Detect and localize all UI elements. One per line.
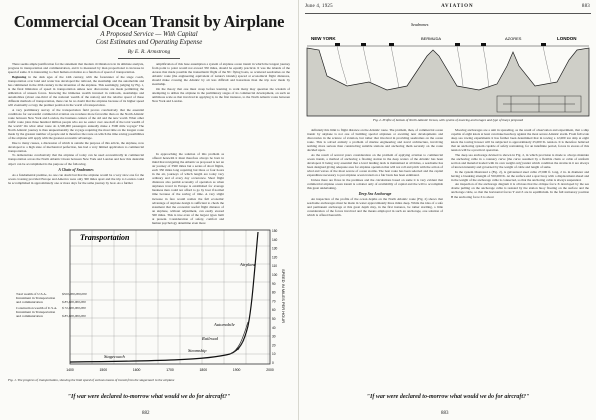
left-column-2-top bbox=[152, 62, 290, 152]
y-tick-label: 140 bbox=[272, 237, 278, 242]
x-tick-labels bbox=[66, 368, 274, 372]
table-row: Construction wealth of U.S.A. $ 72,000,000,000 bbox=[16, 306, 86, 311]
y-tick-label: 100 bbox=[272, 273, 278, 277]
paragraph-text: in the dark ages of the 14th century, with the forerunner of the stage coach, transportation over land and water has developed the railroad, the steamship and the automobile and has culminated in the 20th century in the invention of the airplane. This seemingly, judging by Fig. 1, is the final limitation of speed in transportation unless new discoveries are made permitting the utilization of unseen forces. Knowing the immense wealth invested in railroads, steamships and automobiles (about one-third of the national wealth of the nation) and the relative speed of these different methods of transportation, there can be no doubt that the airplane because of its higher speed will eventually occupy the premier position in the world of transportation. bbox=[8, 74, 144, 108]
x-tick-label: 1500 bbox=[99, 368, 108, 372]
paragraph: A very preliminary survey of the transportation field proves conclusively that the essential conditions for successful commercial aviation are nowhere more favorable than on the North Atlantic route between New York and London, the business centers of the old and the new world. What other traffic route joins three hundred million people who are no easier over one-half of the total wealth of the world? On what other route do 2,500,000 passengers annually make a 3500 mile voyage? The North Atlantic journey is thus unquestionably the voyage requiring the most time on the longest route made by the greatest number of people and is therefore the route on which the time saving possibilities of the airplane will apply with the greatest economic advantage. bbox=[8, 107, 144, 141]
paragraph: Mooring anchorages are a unit in spreading, as the result of observation and experiment, that a ship capable of eight knots at least can make headway against the most severe Atlantic storm. From full scale deep sea towing experiments it has further been determined that in towing a 12,000 ton ship at eight knots the towing hawser will be subjected to approximately 25,000 lb. tension. It is therefore believed that an anchoring system capable of safely restraining, for an indefinite period, forces in excess of this tension will be a practical operation. bbox=[451, 128, 589, 153]
label-steamship: Steamship bbox=[188, 348, 207, 353]
subtitle-line-2: Cost Estimates and Operating Expense bbox=[95, 39, 203, 46]
paragraph bbox=[8, 75, 144, 107]
table-row: Investment in Transportation bbox=[16, 310, 56, 315]
map-label-seadromes: Seadromes bbox=[411, 22, 429, 27]
map-label-azores: AZORES bbox=[505, 36, 522, 41]
masthead-title: AVIATION bbox=[441, 4, 474, 9]
figure-2-caption: Fig. 2. Profile of bottom of North Atlantic Ocean, with system of mooring anchorages and type of buoys proposed bbox=[373, 118, 523, 122]
map-label-bermuda: BERMUDA bbox=[421, 36, 442, 41]
byline: By E. R. Armstrong bbox=[127, 49, 171, 55]
label-railroad: Railroad bbox=[202, 336, 218, 341]
paragraph: An inspection of the anchorage diagram it is obvious that the oblique force X developed by the sea drome pulling on the anchorage cable is resisted by the station buoy floating on the surface and the anchorage cable, so that the horizontal forces Y and Z are in equilibrium. In the full stationary position B the anchoring force Z is about bbox=[451, 182, 589, 199]
x-tick-label: 1700 bbox=[166, 368, 174, 372]
y-tick-label: 120 bbox=[272, 255, 278, 260]
paragraph: As a fundamental premise, no one can doubt but that the airplane would be a very slow one for the ocean crossing provided Europe and America were only 300 miles apart and the trip to London could be accomplished in approximately one or more days for the same journey by boat. As a further bbox=[8, 172, 144, 185]
label-stagecoach: Stagecoach bbox=[104, 354, 125, 359]
right-column-2 bbox=[451, 128, 589, 390]
y-axis-label: SPEED IN MILES PER HOUR bbox=[281, 268, 286, 324]
footer-slogan: "If war were declared to-morrow what would we do for aircraft?" bbox=[366, 394, 530, 400]
map-label-new-york: NEW YORK bbox=[311, 36, 336, 41]
y-tick-label: 60 bbox=[272, 308, 276, 313]
y-tick-label: 110 bbox=[272, 264, 278, 269]
y-tick-labels bbox=[272, 229, 278, 365]
table-row: and communication $ 85,000,000,000 bbox=[16, 300, 86, 305]
wealth-table bbox=[16, 292, 136, 319]
chart-title-transport: Transportation bbox=[80, 233, 130, 242]
paragraph: As the result of several years consideration on the problem of applying aviation to commercial ocean transit, a method of anchoring a floating station in the deep waters of the Atlantic has been developed. It being very essential that a level landing deck is maintained at all times, a seadrome has been designed giving adequate area for airplane operation that will not roll and pitch with the action of wind and waves of the most severe of ocean storms. The best route has been selected and the capital expenditure necessary to put airplane ocean transit on a fair basis has been estimated. bbox=[307, 152, 443, 178]
paragraph: In approaching the solution of this problem as offered herewith it must therefore always be born in mind that navigating the Atlantic as proposed is not an air journey of 3500 miles but a series of short flights, each 350 miles long requiring but three or four hours in the air, journeys of which length are today very ordinary and of every day occurrence. Short flight distances also permit economy of operation as when airplanes travel in Europe is established for average business men could not afford to go by boat if normal time because of the saving of time. A very slight increase in fare would realize the full economic advantage of airplane design is sufficient to check the statement that the economic useful flight distance of an airplane, without adjustment, can easily exceed 500 miles. This is true even of the largest types built at present. Consideration of safety, comfort and human psychology determine even more bbox=[152, 152, 224, 225]
paragraph: There seems ample justification for the statement that modern civilization is in its ultimate analysis, progress in transportation and communication, and it is measured by man proportional to increase in speed of same. It is interesting to chart human evolution as a function of speed of transportation. bbox=[8, 62, 144, 75]
map-label-london: LONDON bbox=[557, 36, 577, 41]
y-tick-label: 30 bbox=[272, 334, 276, 339]
label-automobile: Automobile bbox=[214, 322, 235, 327]
ocean-profile-figure bbox=[307, 16, 589, 116]
y-tick-label: 40 bbox=[272, 325, 276, 330]
x-tick-label: 1800 bbox=[199, 368, 208, 372]
paragraph: Due to many causes, a discussion of which is outside the purpose of this article, the airplane, now developed to a high state of mechanical perfection, has had a very limited application to commercial transportation. bbox=[8, 140, 144, 153]
y-tick-label: 80 bbox=[272, 290, 276, 295]
y-tick-label: 130 bbox=[272, 246, 278, 251]
figure-1-caption: Fig. 1. The progress of transportation, showing the limit speed of various means of transit from the stagecoach to the airplane bbox=[8, 378, 175, 382]
paragraph: Unless there are flaws in the premises and the calculations based on same it is very evident that commercial airplane ocean transit is a matter only of availability of capital and the will to accomplish this great undertaking. bbox=[307, 177, 443, 190]
left-column-2-wrap bbox=[152, 152, 224, 225]
title-rule bbox=[118, 58, 180, 59]
lead-word: Beginning bbox=[12, 74, 27, 79]
y-tick-label: 150 bbox=[272, 229, 278, 233]
ocean-profile-svg bbox=[307, 16, 589, 116]
x-tick-label: 1900 bbox=[232, 368, 241, 372]
masthead-page: 883 bbox=[581, 4, 590, 9]
x-tick-label: 1600 bbox=[132, 368, 141, 372]
y-tick-label: 70 bbox=[272, 299, 276, 304]
masthead-rule bbox=[305, 13, 591, 14]
paragraph: To demonstrate conclusively that the airplane of today can be used economically in commercial transportation across the North Atlantic Ocean between New York and London and how this desirable object can be accomplished is the purpose of the following. bbox=[8, 153, 144, 166]
section-subhead: A Chain of Seadromes bbox=[58, 167, 94, 172]
paragraph: The deep sea anchorage devised is shown in Fig. 2, in which provision is made to always maintain the anchoring cable in a catenary curve (the curve assumed by a flexible chain or cable of uniform section and material loaded with its own weight only) under which condition the strains in it are always of known intensity and governed by the weight of cable and length of same. bbox=[451, 152, 589, 170]
paragraph: An inspection of the profile of the ocean depths on the North Atlantic route (Fig. 2) shows that seadrome anchorages must be made in water approximately three miles deep. While the idea of a safe and permanent anchorage at this great depth may, in the first instance, be rather startling, a little consideration of the forces involved and the means employed in such an anchorage, one solution of which is offered herewith. bbox=[307, 196, 443, 218]
paragraph: On the theory that one must creep before learning to walk many may question the wisdom of attempting to utilize the airplane in the preliminary stages of its commercial development, on such an ambitious scale as that involved in applying it, in the first instance, to the North Atlantic route between New York and London. bbox=[152, 86, 290, 104]
article-subtitle bbox=[0, 31, 298, 47]
paragraph: In the system illustrated a (Fig. 2), is galvanized steel cable 27,600 ft. long, 2 in. in diameter and having a breaking strength of 550,000 lb. At the surface end a spar buoy with a displacement ahead and in the weight of the anchorage cable is connected, so that the anchoring cable is always suspended. bbox=[451, 169, 589, 182]
table-row: Total wealth of U.S.A. $320,000,000,000 bbox=[16, 292, 87, 296]
footer-slogan: "If war were declared to-morrow what would we do for aircraft?" bbox=[67, 394, 231, 400]
subtitle-line-1: A Proposed Service — With Capital bbox=[100, 31, 198, 38]
article-title: Commercial Ocean Transit by Airplane bbox=[13, 12, 285, 31]
paragraph: definitely this limit to flight distance on the Atlantic route. The problem, then, of commercial ocean transit by airplane is not one of building special airplanes or awaiting new developments and discoveries in the science of aviation, but rather that involved in providing seadromes on the ocean route. This is solved entirely a problem of marine engineering and naval architecture, involving nothing more serious than constructing suitable stations and anchoring them securely on the route decided upon. bbox=[307, 128, 443, 153]
page-number: 883 bbox=[441, 411, 449, 416]
page-number: 882 bbox=[142, 411, 150, 416]
y-tick-label: 0 bbox=[272, 361, 274, 365]
y-tick-label: 10 bbox=[272, 352, 276, 357]
paragraph: amplification of this base assumption a system of airplane ocean transit in which the longest journey from point to point would not exceed 350 miles, should be equally practical. It was the islands of the Azores that made possible the transatlantic flight of the NC flying boats, so scattered seadromes on the Atlantic route (the engineering equivalent of nature's islands) spaced at economical flight distances, should make crossing the Atlantic by air less difficult and hazardous than the trip now made by steamship. bbox=[152, 62, 290, 87]
x-tick-label: 1400 bbox=[66, 368, 74, 372]
table-row: and communication $ 85,000,000,000 bbox=[16, 314, 86, 319]
section-subhead: Deep Sea Anchorage bbox=[358, 191, 392, 196]
y-tick-label: 50 bbox=[272, 317, 276, 321]
y-tick-label: 90 bbox=[272, 281, 276, 286]
left-page bbox=[0, 0, 298, 420]
x-tick-label: 2000 bbox=[266, 368, 274, 372]
label-airplane: Airplane bbox=[240, 262, 256, 267]
right-column-1 bbox=[307, 128, 443, 390]
masthead-date: June 4, 1925 bbox=[305, 4, 333, 9]
y-tick-label: 20 bbox=[272, 343, 276, 348]
table-row: Investment in Transportation bbox=[16, 296, 56, 301]
right-page bbox=[298, 0, 596, 420]
